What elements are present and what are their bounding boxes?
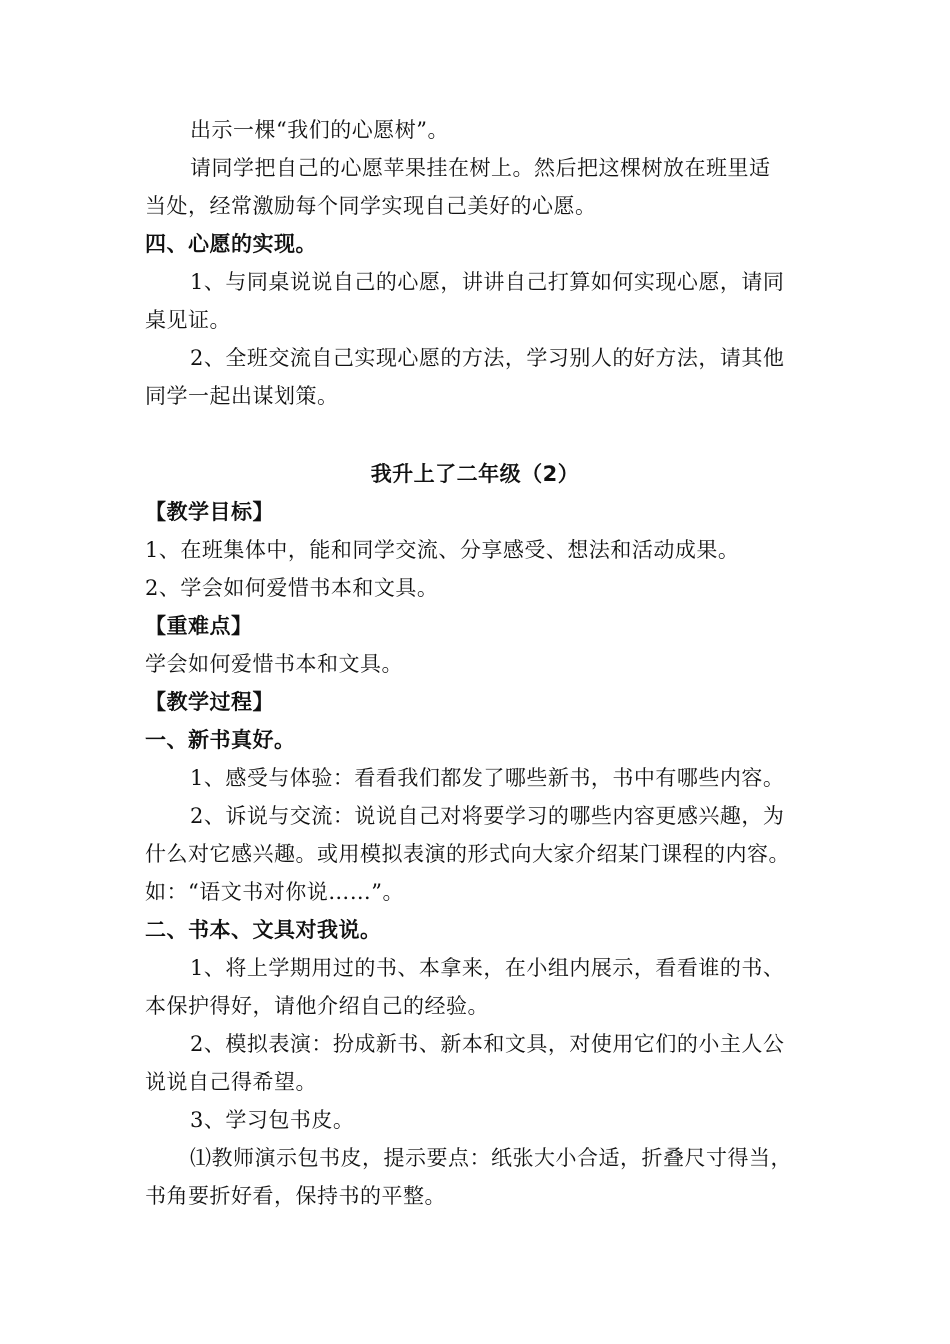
goal-item: 1、在班集体中，能和同学交流、分享感受、想法和活动成果。 (145, 538, 740, 562)
heading-books-stationery: 二、书本、文具对我说。 (145, 918, 382, 942)
heading-teaching-goals: 【教学目标】 (145, 500, 274, 524)
list-item: 1、与同桌说说自己的心愿，讲讲自己打算如何实现心愿，请同 (190, 270, 785, 294)
list-item-cont: 说说自己得希望。 (145, 1070, 317, 1094)
list-item: 1、将上学期用过的书、本拿来，在小组内展示，看看谁的书、 (190, 956, 785, 980)
heading-new-books: 一、新书真好。 (145, 728, 296, 752)
list-item-cont: 如：“语文书对你说……”。 (145, 880, 404, 904)
paragraph-wish-tree: 出示一棵“我们的心愿树”。 (190, 118, 449, 142)
paragraph-hang-apples: 请同学把自己的心愿苹果挂在树上。然后把这棵树放在班里适 (190, 156, 771, 180)
list-item: 2、诉说与交流：说说自己对将要学习的哪些内容更感兴趣，为 (190, 804, 785, 828)
list-item-cont: 什么对它感兴趣。或用模拟表演的形式向大家介绍某门课程的内容。 (145, 842, 790, 866)
paragraph-hang-apples-cont: 当处，经常激励每个同学实现自己美好的心愿。 (145, 194, 597, 218)
list-item: 2、模拟表演：扮成新书、新本和文具，对使用它们的小主人公 (190, 1032, 785, 1056)
key-points-text: 学会如何爱惜书本和文具。 (145, 652, 403, 676)
heading-key-points: 【重难点】 (145, 614, 253, 638)
list-item: 3、学习包书皮。 (190, 1108, 355, 1132)
list-item-cont: 本保护得好，请他介绍自己的经验。 (145, 994, 489, 1018)
list-item: 2、全班交流自己实现心愿的方法，学习别人的好方法，请其他 (190, 346, 785, 370)
heading-wish-realization: 四、心愿的实现。 (145, 232, 317, 256)
list-item-cont: 桌见证。 (145, 308, 231, 332)
goal-item: 2、学会如何爱惜书本和文具。 (145, 576, 439, 600)
list-item-cont: 同学一起出谋划策。 (145, 384, 339, 408)
list-item: ⑴教师演示包书皮，提示要点：纸张大小合适，折叠尺寸得当， (190, 1146, 792, 1170)
heading-teaching-process: 【教学过程】 (145, 690, 274, 714)
list-item-cont: 书角要折好看，保持书的平整。 (145, 1184, 446, 1208)
list-item: 1、感受与体验：看看我们都发了哪些新书，书中有哪些内容。 (190, 766, 785, 790)
lesson-title: 我升上了二年级（2） (370, 462, 580, 486)
